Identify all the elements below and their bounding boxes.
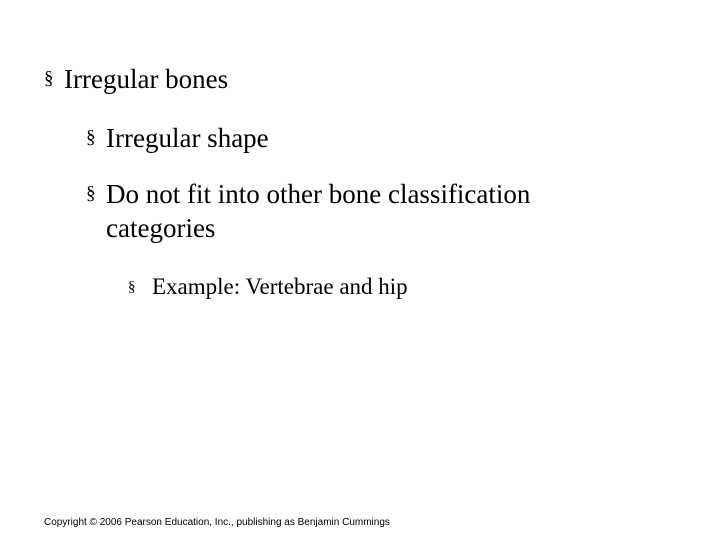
bullet-irregular-bones	[44, 62, 228, 96]
bullet-marker-icon: §	[128, 279, 136, 295]
bullet-marker-icon: §	[86, 127, 96, 148]
copyright-footer: Copyright © 2006 Pearson Education, Inc., publishing as Benjamin Cummings	[44, 517, 390, 528]
bullet-do-not-fit	[86, 177, 646, 245]
bullet-text: Example: Vertebrae and hip	[152, 274, 408, 299]
bullet-marker-icon: §	[86, 183, 96, 204]
bullet-text: Irregular bones	[64, 64, 229, 94]
bullet-example	[128, 272, 408, 302]
bullet-marker-icon: §	[44, 68, 54, 89]
bullet-text: Irregular shape	[106, 123, 269, 153]
bullet-text: Do not fit into other bone classification categories	[106, 179, 531, 243]
bullet-irregular-shape	[86, 121, 269, 155]
